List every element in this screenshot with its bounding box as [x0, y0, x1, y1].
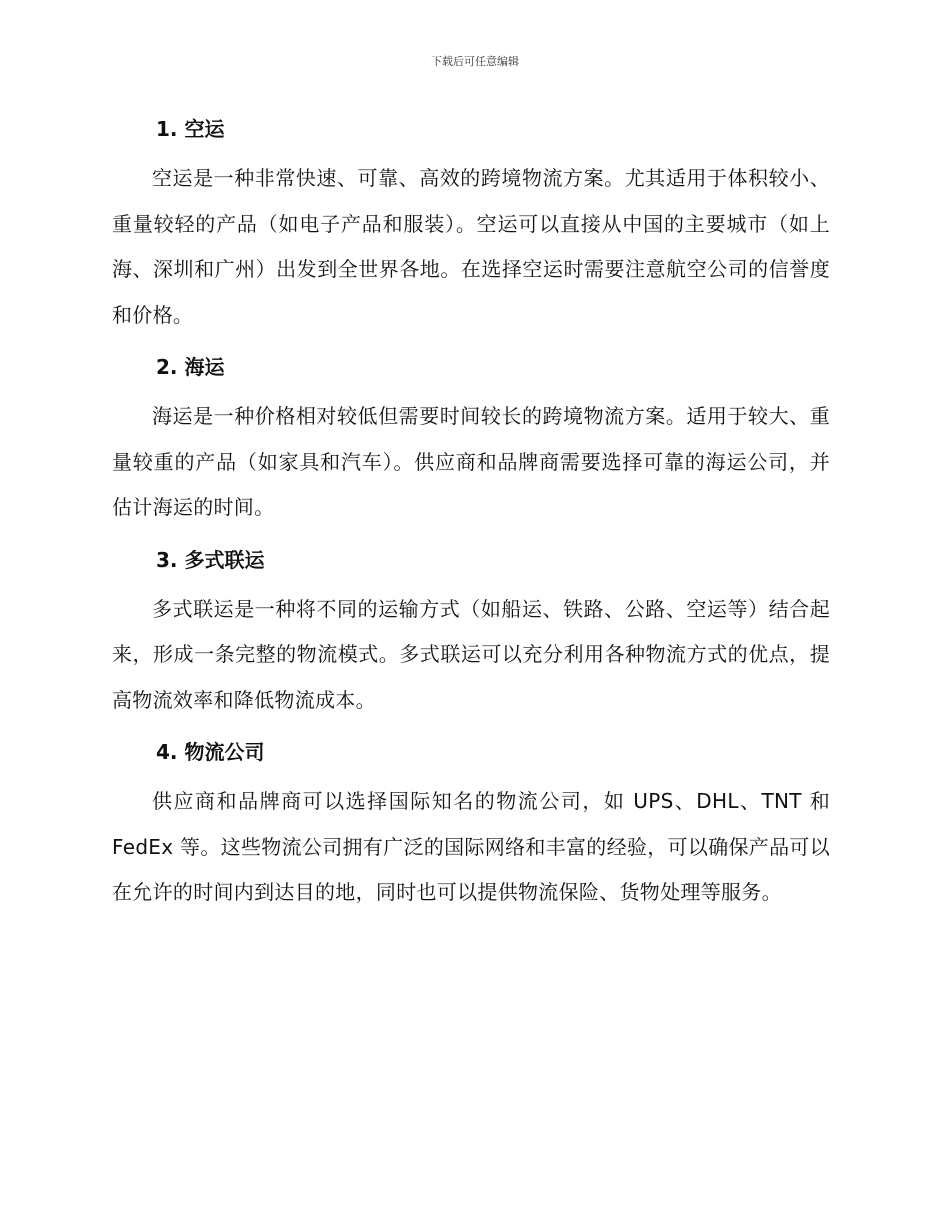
section-heading: 2. 海运 [156, 355, 225, 379]
section-heading: 3. 多式联运 [156, 547, 265, 572]
page-header: 下载后可任意编辑 [431, 55, 519, 68]
section-air-freight [112, 110, 830, 338]
section-paragraph: 供应商和品牌商可以选择国际知名的物流公司，如 UPS、DHL、TNT 和 FedEx 等。这些物流公司拥有广泛的国际网络和丰富的经验，可以确保产品可以在允许的时间内到达目的地，同时也可以提供物流保险、货物处理等服务。 [112, 789, 830, 904]
section-logistics-companies [112, 733, 830, 916]
section-paragraph: 多式联运是一种将不同的运输方式（如船运、铁路、公路、空运等）结合起来，形成一条完整的物流模式。多式联运可以充分利用各种物流方式的优点，提高物流效率和降低物流成本。 [112, 596, 830, 712]
section-paragraph: 海运是一种价格相对较低但需要时间较长的跨境物流方案。适用于较大、重量较重的产品（如家具和汽车）。供应商和品牌商需要选择可靠的海运公司，并估计海运的时间。 [112, 404, 830, 519]
section-heading: 1. 空运 [156, 117, 225, 141]
section-paragraph: 空运是一种非常快速、可靠、高效的跨境物流方案。尤其适用于体积较小、重量较轻的产品（如电子产品和服装）。空运可以直接从中国的主要城市（如上海、深圳和广州）出发到全世界各地。在选择空运时需要注意航空公司的信誉度和价格。 [112, 166, 830, 327]
section-multimodal [112, 541, 830, 724]
section-sea-freight [112, 348, 830, 531]
document-body [112, 110, 830, 926]
section-heading: 4. 物流公司 [156, 740, 265, 764]
